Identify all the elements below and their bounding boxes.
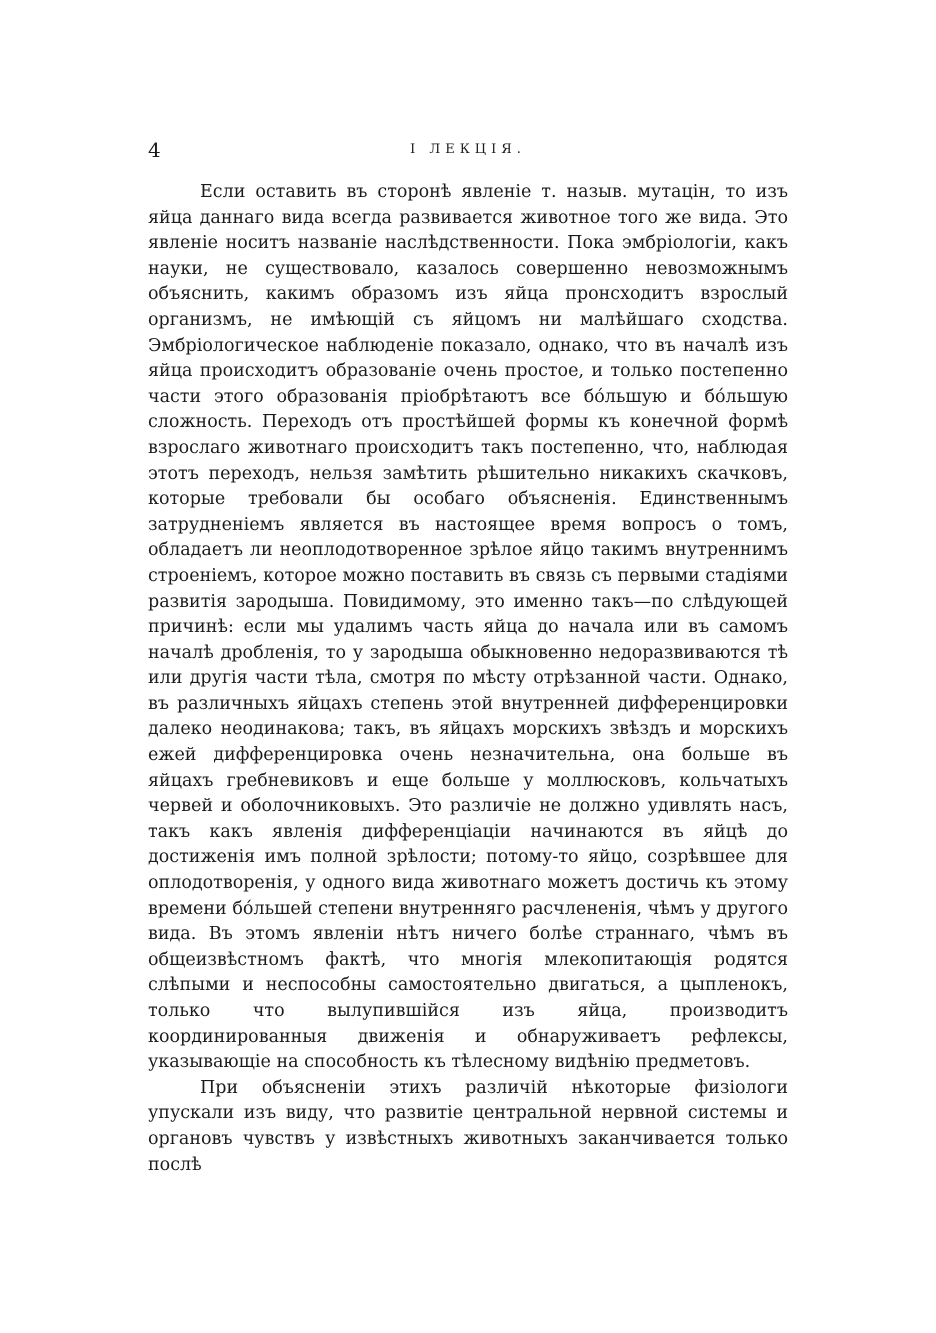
body-text	[148, 180, 788, 1178]
page-number: 4	[148, 138, 161, 162]
running-title: I ЛЕКЦІЯ.	[410, 142, 526, 157]
paragraph: Если оставить въ сторонѣ явленіе т. назыв. мутацін, то изъ яйца даннаго вида всегда развивается животное того же вида. Это явленіе носитъ названіе наслѣдственности. Пока эмбріологіи, какъ науки, не существовало, казалось совершенно невозможнымъ объяснить, какимъ образомъ изъ яйца пронсходитъ взрослый организмъ, не имѣющій съ яйцомъ ни малѣйшаго сходства. Эмбріологическое наблюденіе показало, однако, что въ началѣ изъ яйца происходитъ образованіе очень простое, и только постепенно части этого образованія пріобрѣтаютъ все бóльшую и бóльшую сложность. Переходъ отъ простѣйшей формы къ конечной формѣ взрослаго животнаго происходитъ такъ постепенно, что, наблюдая этотъ переходъ, нельзя замѣтить рѣшительно никакихъ скачковъ, которые требовали бы особаго объясненія. Единственнымъ затрудненіемъ является въ настоящее время вопросъ о томъ, обладаетъ ли неоплодотворенное зрѣлое яйцо такимъ внутреннимъ строеніемъ, которое можно поставить въ связь съ первыми стадіями развитія зародыша. Повидимому, это именно такъ—по слѣдующей причинѣ: если мы удалимъ часть яйца до начала или въ самомъ началѣ дробленія, то у зародыша обыкновенно недоразвиваются тѣ или другія части тѣла, смотря по мѣсту отрѣзанной части. Однако, въ различныхъ яйцахъ степень этой внутренней дифференцировки далеко неодинакова; такъ, въ яйцахъ морскихъ звѣздъ и морскихъ ежей дифференцировка очень незначительна, она больше въ яйцахъ гребневиковъ и еще больше у моллюсковъ, кольчатыхъ червей и оболочниковыхъ. Это различіе не должно удивлять насъ, такъ какъ явленія дифференціаціи начинаются въ яйцѣ до достиженія имъ полной зрѣлости; потому-то яйцо, созрѣвшее для оплодотворенія, у одного вида животнаго можетъ достичь къ этому времени бóльшей степени внутренняго расчлененія, чѣмъ у другого вида. Въ этомъ явленіи нѣтъ ничего болѣе страннаго, чѣмъ въ общеизвѣстномъ фактѣ, что многія млекопитающія родятся слѣпыми и неспособны самостоятельно двигаться, а цыпленокъ, только что вылупившійся изъ яйца, производитъ координированныя движенія и обнаруживаетъ рефлексы, указывающіе на способность къ тѣлесному видѣнію предметовъ.	[148, 182, 788, 1073]
page-header	[148, 138, 788, 162]
paragraph: При объясненіи этихъ различій нѣкоторые физіологи упускали изъ виду, что развитіе центральной нервной системы и органовъ чувствъ у извѣстныхъ животныхъ заканчивается только послѣ	[148, 1077, 788, 1175]
